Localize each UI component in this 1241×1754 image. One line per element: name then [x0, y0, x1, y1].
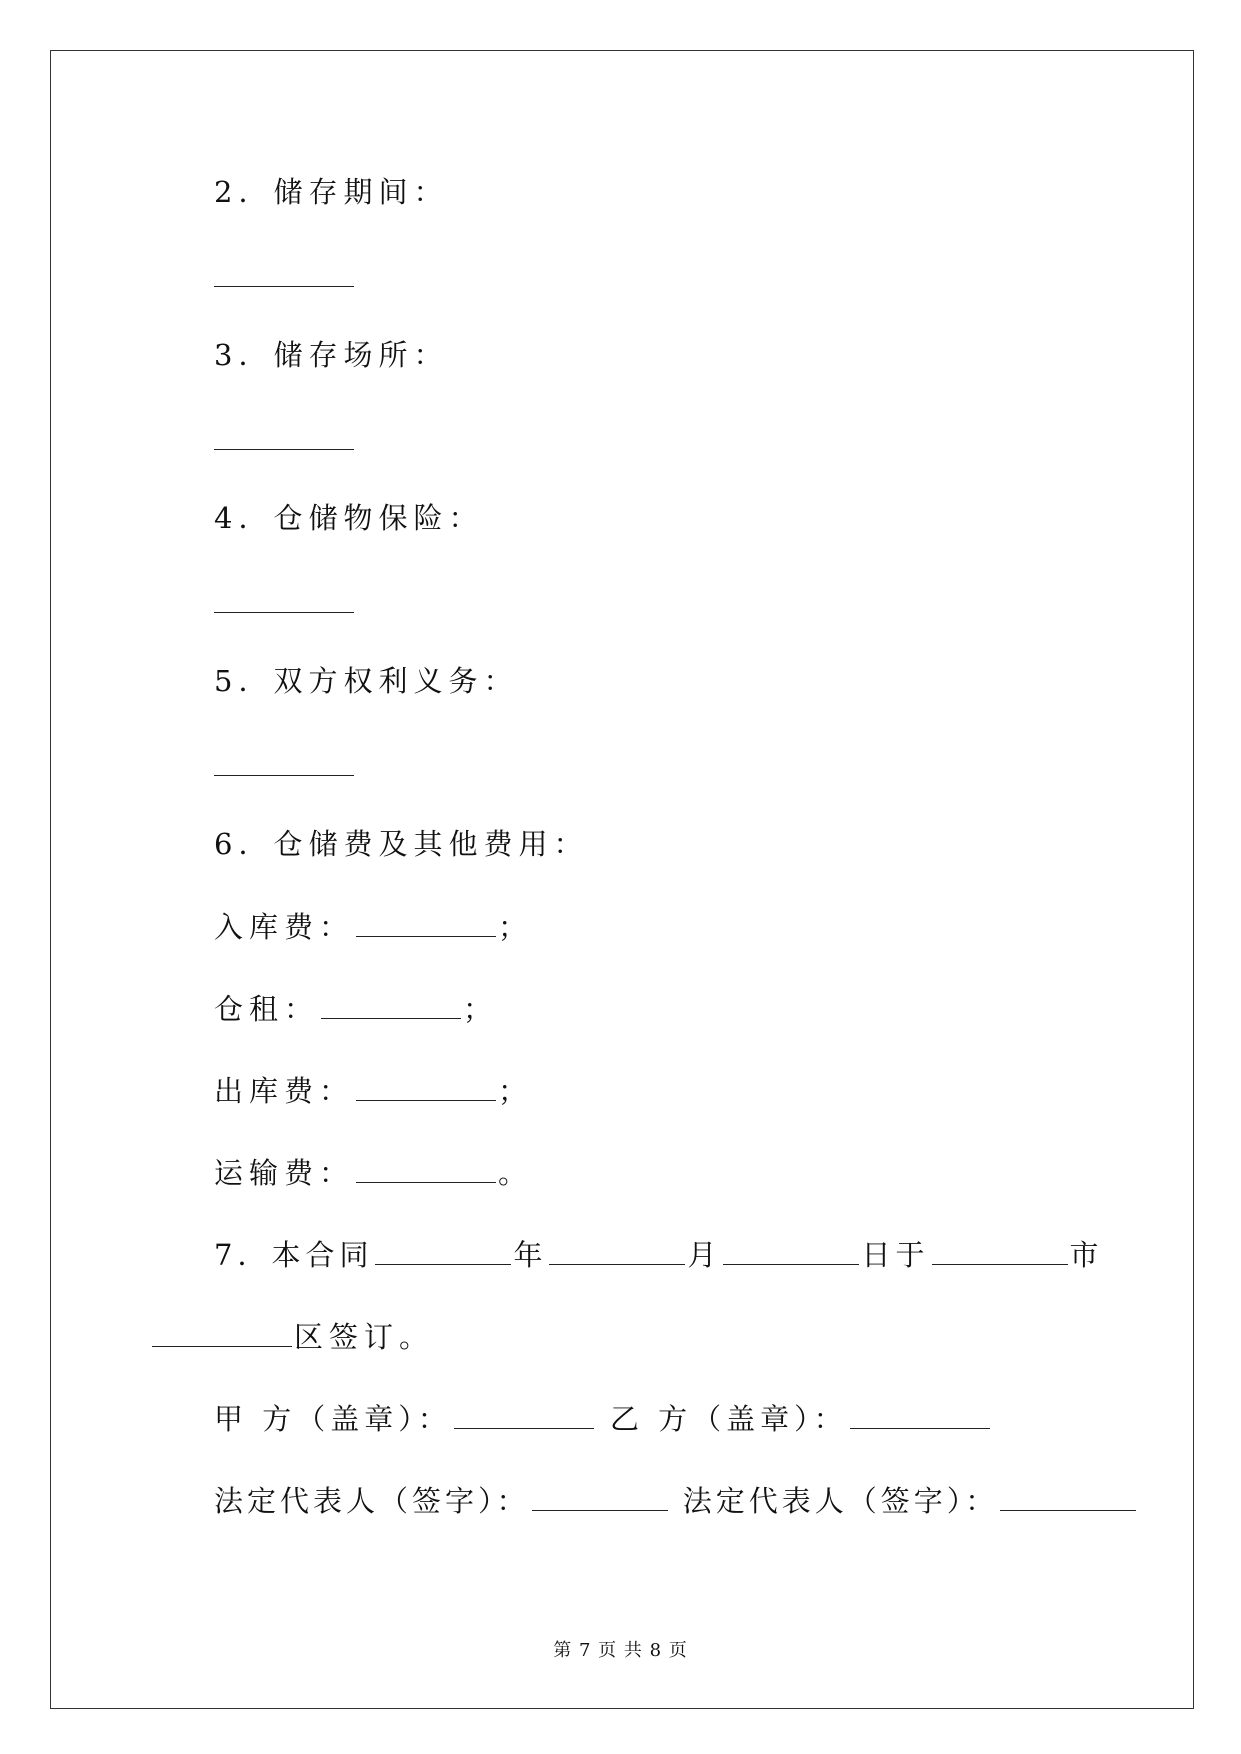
item-6-fees: 6．仓储费及其他费用： [214, 827, 589, 861]
fee-rent-line [214, 991, 498, 1027]
party-seal-line [214, 1401, 992, 1437]
fee-exit-end: ； [498, 1074, 534, 1108]
clause-7-continued-line [150, 1319, 434, 1355]
fee-exit-blank[interactable] [356, 1074, 496, 1101]
rep-a-sign-label: 法定代表人（签字）： [214, 1484, 530, 1518]
clause-7-city-blank[interactable] [932, 1238, 1068, 1265]
item-5-rights-obligations: 5．双方权利义务： [214, 664, 519, 698]
fee-transport-line [214, 1155, 533, 1191]
clause-7-district-blank[interactable] [152, 1320, 292, 1347]
fee-transport-end: 。 [498, 1156, 534, 1190]
fee-entry-label: 入库费： [214, 910, 355, 944]
item-4-blank[interactable] [214, 612, 354, 613]
clause-7-district: 区签订。 [294, 1320, 435, 1354]
item-3-blank[interactable] [214, 449, 354, 450]
clause-7-month: 月 [687, 1238, 722, 1272]
item-5-blank[interactable] [214, 775, 354, 776]
rep-b-sign-label: 法定代表人（签字）： [682, 1484, 999, 1518]
clause-7-day-blank[interactable] [723, 1238, 859, 1265]
party-a-seal-label: 甲 方（盖章）： [214, 1402, 452, 1436]
fee-rent-end: ； [463, 992, 499, 1026]
item-3-storage-place: 3．储存场所： [214, 338, 449, 372]
fee-rent-blank[interactable] [321, 992, 461, 1019]
rep-b-sign-blank[interactable] [1000, 1484, 1136, 1511]
clause-7-month-blank[interactable] [549, 1238, 685, 1265]
clause-7-line [214, 1237, 1104, 1273]
clause-7-day: 日于 [861, 1238, 930, 1272]
item-2-storage-period: 2．储存期间： [214, 175, 449, 209]
fee-transport-blank[interactable] [356, 1156, 496, 1183]
fee-exit-line [214, 1073, 533, 1109]
fee-rent-label: 仓租： [214, 992, 320, 1026]
page-footer: 第 7 页 共 8 页 [553, 1640, 688, 1661]
representative-sign-line [214, 1483, 1138, 1519]
fee-exit-label: 出库费： [214, 1074, 355, 1108]
fee-entry-blank[interactable] [356, 910, 496, 937]
clause-7-city: 市 [1069, 1238, 1104, 1272]
page-border [50, 50, 1194, 1709]
party-b-seal-blank[interactable] [850, 1402, 990, 1429]
fee-entry-line [214, 909, 533, 945]
item-4-insurance: 4．仓储物保险： [214, 501, 484, 535]
party-a-seal-blank[interactable] [454, 1402, 594, 1429]
item-2-blank[interactable] [214, 286, 354, 287]
fee-entry-end: ； [498, 910, 534, 944]
clause-7-year: 年 [513, 1238, 548, 1272]
rep-a-sign-blank[interactable] [532, 1484, 668, 1511]
clause-7-year-blank[interactable] [375, 1238, 511, 1265]
clause-7-prefix: 7．本合同 [214, 1238, 374, 1272]
fee-transport-label: 运输费： [214, 1156, 355, 1190]
party-b-seal-label: 乙 方（盖章）： [609, 1402, 848, 1436]
